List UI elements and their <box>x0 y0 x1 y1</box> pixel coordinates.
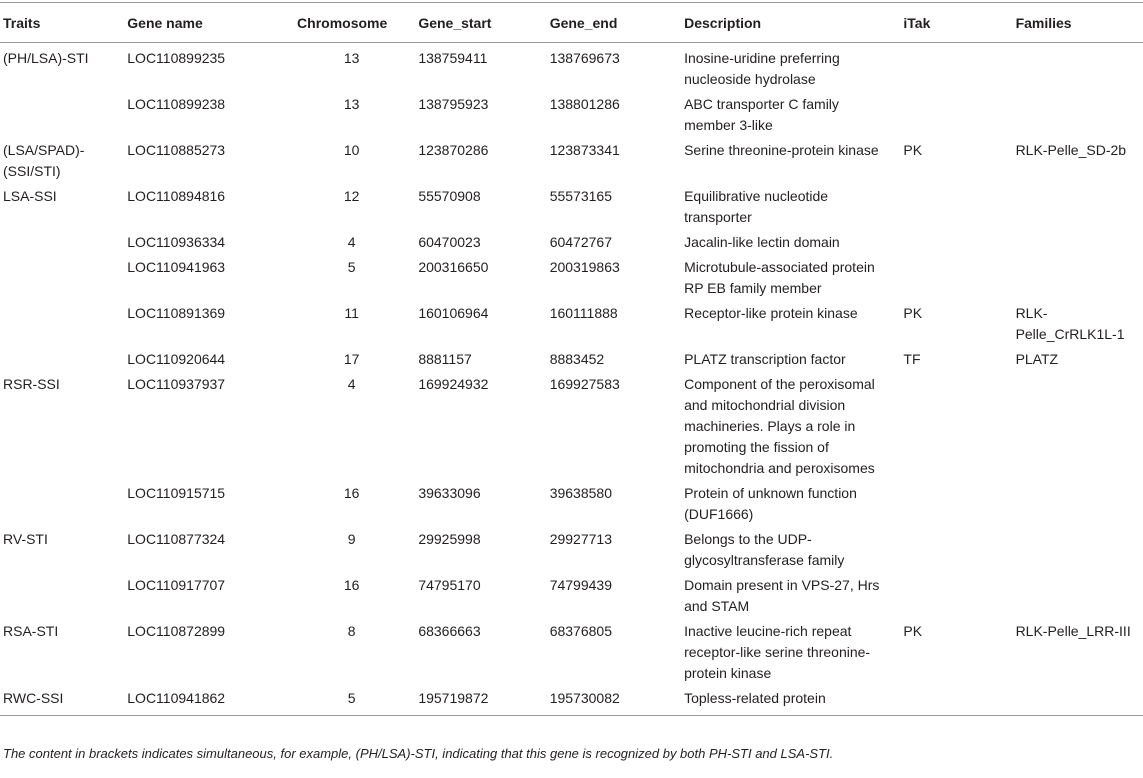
cell-chromosome: 16 <box>343 577 360 593</box>
table-row <box>0 686 1143 716</box>
cell-chromosome: 10 <box>343 142 360 158</box>
cell-gene-end: 138801286 <box>549 96 620 112</box>
cell-gene-name: LOC110899235 <box>127 50 226 66</box>
cell-chromosome: 17 <box>343 351 360 367</box>
header-description: Description <box>684 15 762 31</box>
cell-families <box>1010 255 1143 301</box>
gene-table <box>0 2 1143 716</box>
cell-description: ABC transporter C family member 3-like <box>684 96 839 133</box>
cell-gene-start: 29925998 <box>418 531 481 547</box>
table-row <box>0 481 1143 527</box>
cell-gene-end: 68376805 <box>549 623 612 639</box>
cell-traits: RWC-SSI <box>3 690 64 706</box>
cell-chromosome: 13 <box>343 50 360 66</box>
cell-traits <box>0 230 121 255</box>
cell-traits: (LSA/SPAD)-(SSI/STI) <box>3 142 85 179</box>
table-row <box>0 255 1143 301</box>
cell-chromosome: 9 <box>347 531 356 547</box>
cell-description: PLATZ transcription factor <box>684 351 846 367</box>
table-body <box>0 43 1143 716</box>
cell-families <box>1010 573 1143 619</box>
cell-families <box>1010 92 1143 138</box>
cell-description: Component of the peroxisomal and mitochondrial division machineries. Plays a role in promoting the fission of mitochondria and peroxisomes <box>684 376 875 476</box>
cell-traits <box>0 347 121 372</box>
cell-chromosome: 12 <box>343 188 360 204</box>
cell-traits <box>0 301 121 347</box>
cell-traits: RV-STI <box>3 531 48 547</box>
header-gene-end: Gene_end <box>549 15 618 31</box>
cell-gene-end: 195730082 <box>549 690 620 706</box>
cell-gene-end: 160111888 <box>549 305 618 321</box>
table-footnote: The content in brackets indicates simultaneous, for example, (PH/LSA)-STI, indicating that this gene is recognized by both PH-STI and LSA-STI. <box>3 746 834 761</box>
cell-gene-end: 200319863 <box>549 259 620 275</box>
cell-gene-start: 160106964 <box>418 305 489 321</box>
cell-itak <box>897 481 1009 527</box>
cell-gene-end: 55573165 <box>549 188 612 204</box>
cell-gene-start: 138795923 <box>418 96 489 112</box>
cell-gene-name: LOC110915715 <box>127 485 226 501</box>
cell-itak <box>897 573 1009 619</box>
cell-description: Microtubule-associated protein RP EB family member <box>684 259 875 296</box>
cell-itak: PK <box>903 623 923 639</box>
cell-description: Inosine-uridine preferring nucleoside hydrolase <box>684 50 840 87</box>
cell-gene-name: LOC110885273 <box>127 142 226 158</box>
cell-description: Belongs to the UDP-glycosyltransferase family <box>684 531 845 568</box>
cell-gene-name: LOC110894816 <box>127 188 226 204</box>
cell-itak: TF <box>903 351 921 367</box>
table-row <box>0 372 1143 481</box>
cell-gene-end: 123873341 <box>549 142 620 158</box>
cell-gene-end: 138769673 <box>549 50 620 66</box>
cell-itak: PK <box>903 142 923 158</box>
cell-gene-start: 138759411 <box>418 50 488 66</box>
cell-gene-end: 39638580 <box>549 485 612 501</box>
table-row <box>0 184 1143 230</box>
cell-families <box>1010 230 1143 255</box>
header-itak: iTak <box>903 15 931 31</box>
cell-gene-name: LOC110937937 <box>127 376 226 392</box>
table-header <box>0 3 1143 43</box>
cell-families: RLK-Pelle_CrRLK1L-1 <box>1015 305 1125 342</box>
header-gene-name: Gene name <box>127 15 203 31</box>
cell-chromosome: 5 <box>347 259 356 275</box>
cell-itak <box>897 255 1009 301</box>
cell-description: Serine threonine-protein kinase <box>684 142 879 158</box>
cell-gene-start: 39633096 <box>418 485 481 501</box>
cell-families <box>1010 527 1143 573</box>
cell-chromosome: 8 <box>347 623 356 639</box>
cell-gene-name: LOC110899238 <box>127 96 226 112</box>
cell-itak <box>897 527 1009 573</box>
cell-chromosome: 4 <box>347 234 356 250</box>
table-row <box>0 92 1143 138</box>
cell-gene-start: 55570908 <box>418 188 481 204</box>
cell-traits <box>0 92 121 138</box>
cell-gene-start: 74795170 <box>418 577 481 593</box>
table-row <box>0 619 1143 686</box>
table-row <box>0 43 1143 93</box>
header-chromosome: Chromosome <box>297 15 388 31</box>
cell-traits: LSA-SSI <box>3 188 57 204</box>
table-row <box>0 301 1143 347</box>
cell-description: Domain present in VPS-27, Hrs and STAM <box>684 577 880 614</box>
cell-description: Inactive leucine-rich repeat receptor-like serine threonine-protein kinase <box>684 623 871 681</box>
cell-itak <box>897 686 1009 716</box>
cell-gene-start: 200316650 <box>418 259 489 275</box>
header-families: Families <box>1015 15 1072 31</box>
cell-gene-name: LOC110941862 <box>127 690 226 706</box>
cell-description: Topless-related protein <box>684 690 826 706</box>
cell-itak: PK <box>903 305 923 321</box>
cell-traits: (PH/LSA)-STI <box>3 50 89 66</box>
cell-traits <box>0 573 121 619</box>
cell-families: PLATZ <box>1015 351 1059 367</box>
header-traits: Traits <box>3 15 41 31</box>
cell-chromosome: 13 <box>343 96 360 112</box>
cell-gene-end: 169927583 <box>549 376 620 392</box>
cell-chromosome: 16 <box>343 485 360 501</box>
table-row <box>0 573 1143 619</box>
cell-gene-start: 123870286 <box>418 142 489 158</box>
cell-gene-name: LOC110941963 <box>127 259 226 275</box>
cell-gene-end: 74799439 <box>549 577 612 593</box>
table-row <box>0 347 1143 372</box>
cell-families: RLK-Pelle_SD-2b <box>1015 142 1127 158</box>
cell-chromosome: 5 <box>347 690 356 706</box>
cell-gene-name: LOC110877324 <box>127 531 226 547</box>
cell-families <box>1010 481 1143 527</box>
cell-chromosome: 11 <box>344 305 359 321</box>
cell-gene-name: LOC110917707 <box>127 577 226 593</box>
cell-itak <box>897 372 1009 481</box>
cell-families: RLK-Pelle_LRR-III <box>1015 623 1131 639</box>
table-row <box>0 230 1143 255</box>
cell-gene-start: 195719872 <box>418 690 489 706</box>
cell-gene-start: 169924932 <box>418 376 489 392</box>
cell-gene-name: LOC110891369 <box>127 305 226 321</box>
cell-gene-end: 60472767 <box>549 234 612 250</box>
table-row <box>0 527 1143 573</box>
cell-description: Receptor-like protein kinase <box>684 305 858 321</box>
cell-traits <box>0 255 121 301</box>
cell-traits: RSR-SSI <box>3 376 60 392</box>
cell-families <box>1010 372 1143 481</box>
cell-families <box>1010 184 1143 230</box>
cell-gene-end: 29927713 <box>549 531 612 547</box>
cell-gene-name: LOC110936334 <box>127 234 226 250</box>
cell-description: Jacalin-like lectin domain <box>684 234 840 250</box>
cell-itak <box>897 184 1009 230</box>
cell-gene-start: 68366663 <box>418 623 481 639</box>
cell-families <box>1010 43 1143 93</box>
cell-traits: RSA-STI <box>3 623 59 639</box>
table-row <box>0 138 1143 184</box>
cell-description: Protein of unknown function (DUF1666) <box>684 485 857 522</box>
cell-gene-end: 8883452 <box>549 351 605 367</box>
header-gene-start: Gene_start <box>418 15 492 31</box>
cell-chromosome: 4 <box>347 376 356 392</box>
cell-gene-start: 8881157 <box>418 351 472 367</box>
cell-description: Equilibrative nucleotide transporter <box>684 188 829 225</box>
cell-itak <box>897 230 1009 255</box>
cell-itak <box>897 92 1009 138</box>
cell-gene-start: 60470023 <box>418 234 481 250</box>
cell-gene-name: LOC110872899 <box>127 623 226 639</box>
header-row <box>0 3 1143 43</box>
cell-gene-name: LOC110920644 <box>127 351 226 367</box>
cell-itak <box>897 43 1009 93</box>
cell-families <box>1010 686 1143 716</box>
cell-traits <box>0 481 121 527</box>
